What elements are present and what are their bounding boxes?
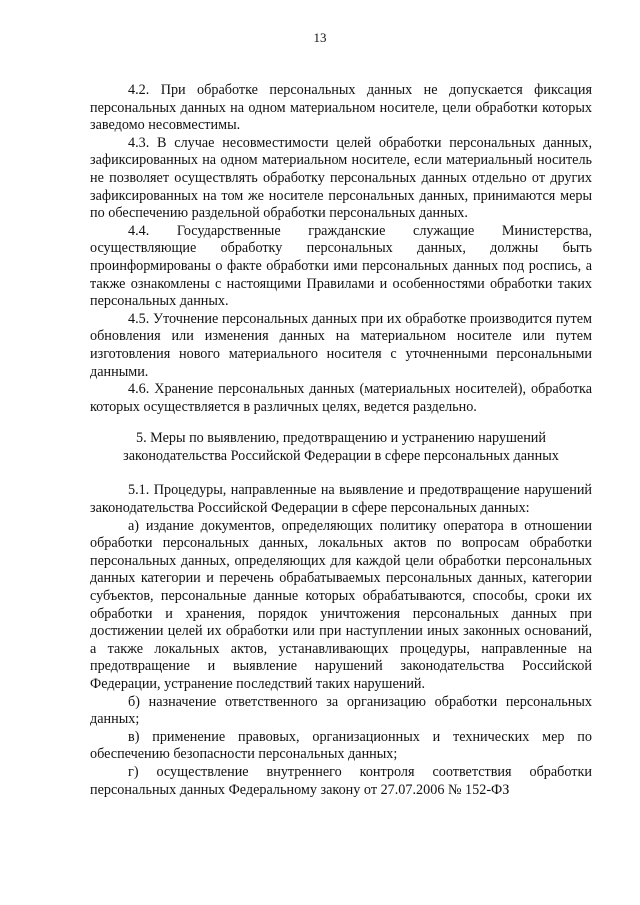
paragraph-4-3: 4.3. В случае несовместимости целей обработки персональных данных, зафиксированных на одном материальном носителе, если материальный носитель не позволяет осуществлять обработку персональных данных отдельно от других зафиксированных на том же носителе персональных данных, принимаются меры по обеспечению раздельной обработки персональных данных. (90, 134, 592, 222)
page-number: 13 (313, 30, 327, 45)
list-item-b: б) назначение ответственного за организацию обработки персональных данных; (90, 693, 592, 728)
list-item-v: в) применение правовых, организационных и технических мер по обеспечению безопасности персональных данных; (90, 728, 592, 763)
paragraph-4-6: 4.6. Хранение персональных данных (материальных носителей), обработка которых осуществляется в различных целях, ведется раздельно. (90, 381, 592, 415)
paragraph-4-4: 4.4. Государственные гражданские служащие Министерства, осуществляющие обработку персональных данных, должны быть проинформированы о факте обработки ими персональных данных под роспись, а также ознакомлены с настоящими Правилами и особенностями обработки таких персональных данных. (90, 222, 592, 310)
paragraph-4-5: 4.5. Уточнение персональных данных при их обработке производится путем обновления или изменения данных на материальном носителе или путем изготовления нового материального носителя с уточненными персональными данными. (90, 310, 592, 380)
section-heading: 5. Меры по выявлению, предотвращению и устранению нарушений законодательства Российской Федерации в сфере персональных данных (123, 430, 559, 464)
paragraph-4-2: 4.2. При обработке персональных данных не допускается фиксация персональных данных на одном материальном носителе, цели обработки которых заведомо несовместимы. (90, 82, 592, 134)
paragraph-5-1: 5.1. Процедуры, направленные на выявление и предотвращение нарушений законодательства Российской Федерации в сфере персональных данных: (90, 482, 592, 517)
list-item-g: г) осуществление внутреннего контроля соответствия обработки персональных данных Федеральному закону от 27.07.2006 № 152-ФЗ (90, 763, 592, 798)
list-item-a: а) издание документов, определяющих политику оператора в отношении обработки персональных данных, локальных актов по вопросам обработки персональных данных, определяющих для каждой цели обработки персональных данных категории и перечень обрабатываемых персональных данных, категории субъектов, персональные данные которых обрабатываются, способы, сроки их обработки и хранения, порядок уничтожения персональных данных при достижении целей их обработки или при наступлении иных законных оснований, а также локальных актов, устанавливающих процедуры, направленные на предотвращение и выявление нарушений законодательства Российской Федерации, устранение последствий таких нарушений. (90, 517, 592, 692)
document-body (90, 82, 592, 799)
